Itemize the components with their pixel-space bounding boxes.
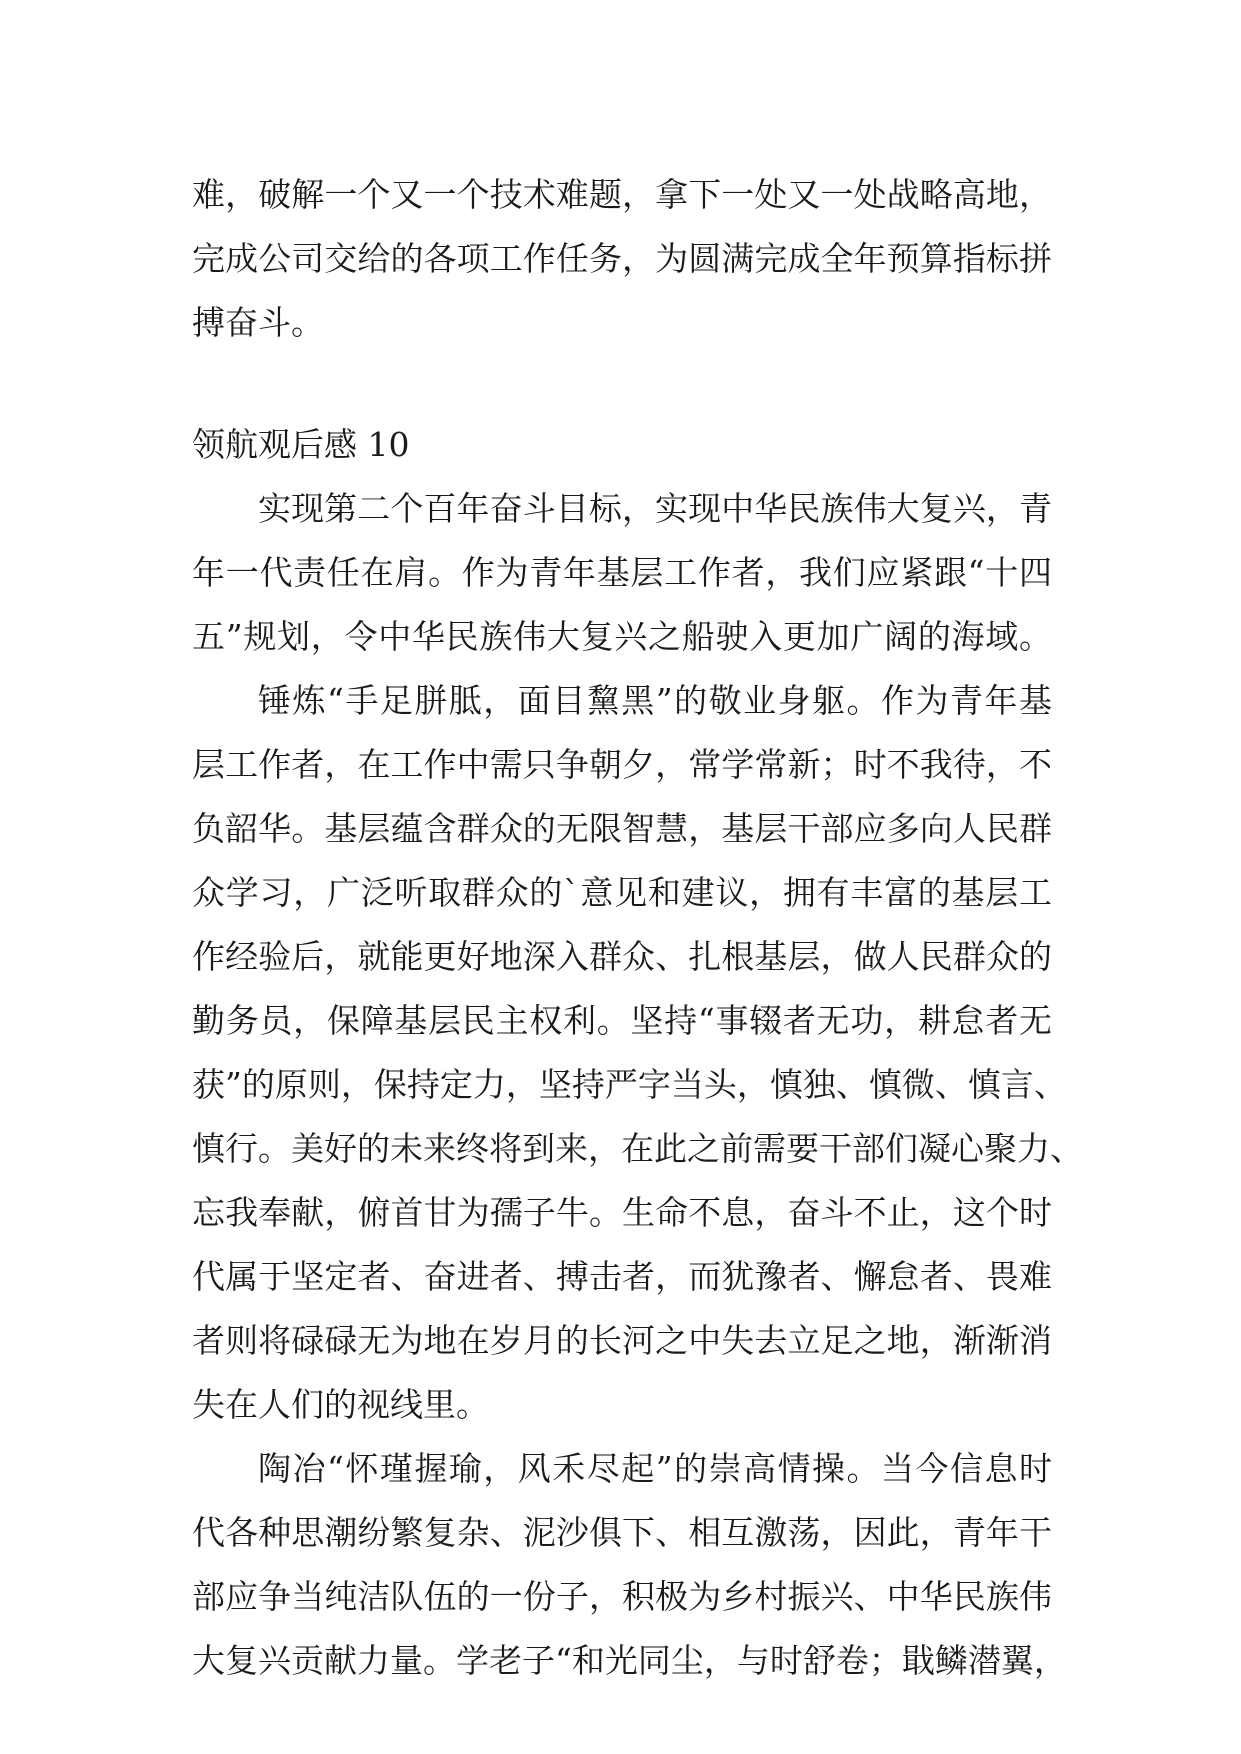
text-line: 实现第二个百年奋斗目标，实现中华民族伟大复兴，青 bbox=[258, 489, 1052, 528]
text-line: 众学习，广泛听取群众的`意见和建议，拥有丰富的基层工 bbox=[192, 873, 1052, 912]
text-line: 慎行。美好的未来终将到来，在此之前需要干部们凝心聚力、 bbox=[192, 1129, 1083, 1168]
text-line: 获”的原则，保持定力，坚持严字当头，慎独、慎微、慎言、 bbox=[192, 1065, 1067, 1104]
text-line: 代属于坚定者、奋进者、搏击者，而犹豫者、懈怠者、畏难 bbox=[192, 1257, 1052, 1296]
text-line: 代各种思潮纷繁复杂、泥沙俱下、相互激荡，因此，青年干 bbox=[192, 1513, 1052, 1552]
text-line: 锤炼“手足胼胝，面目黧黑”的敬业身躯。作为青年基 bbox=[258, 681, 1052, 720]
text-line: 陶冶“怀瑾握瑜，风禾尽起”的崇高情操。当今信息时 bbox=[258, 1449, 1052, 1488]
section-heading: 领航观后感 10 bbox=[192, 425, 410, 464]
text-line: 部应争当纯洁队伍的一份子，积极为乡村振兴、中华民族伟 bbox=[192, 1577, 1052, 1616]
text-line: 者则将碌碌无为地在岁月的长河之中失去立足之地，渐渐消 bbox=[192, 1321, 1052, 1360]
text-line: 大复兴贡献力量。学老子“和光同尘，与时舒卷；戢鳞潜翼， bbox=[192, 1641, 1067, 1680]
text-line: 忘我奉献，俯首甘为孺子牛。生命不息，奋斗不止，这个时 bbox=[192, 1193, 1052, 1232]
text-line: 勤务员，保障基层民主权利。坚持“事辍者无功，耕怠者无 bbox=[192, 1001, 1052, 1040]
text-line: 完成公司交给的各项工作任务，为圆满完成全年预算指标拼 bbox=[192, 239, 1052, 278]
text-line: 年一代责任在肩。作为青年基层工作者，我们应紧跟“十四 bbox=[192, 553, 1052, 592]
document-body bbox=[192, 163, 1083, 1693]
text-line: 五”规划，令中华民族伟大复兴之船驶入更加广阔的海域。 bbox=[192, 617, 1052, 656]
text-line: 作经验后，就能更好地深入群众、扎根基层，做人民群众的 bbox=[192, 937, 1052, 976]
text-line: 层工作者，在工作中需只争朝夕，常学常新；时不我待，不 bbox=[192, 745, 1052, 784]
text-line: 难，破解一个又一个技术难题，拿下一处又一处战略高地， bbox=[192, 175, 1052, 214]
text-line: 负韶华。基层蕴含群众的无限智慧，基层干部应多向人民群 bbox=[192, 809, 1052, 848]
text-line: 搏奋斗。 bbox=[192, 303, 324, 342]
text-line: 失在人们的视线里。 bbox=[192, 1385, 489, 1424]
